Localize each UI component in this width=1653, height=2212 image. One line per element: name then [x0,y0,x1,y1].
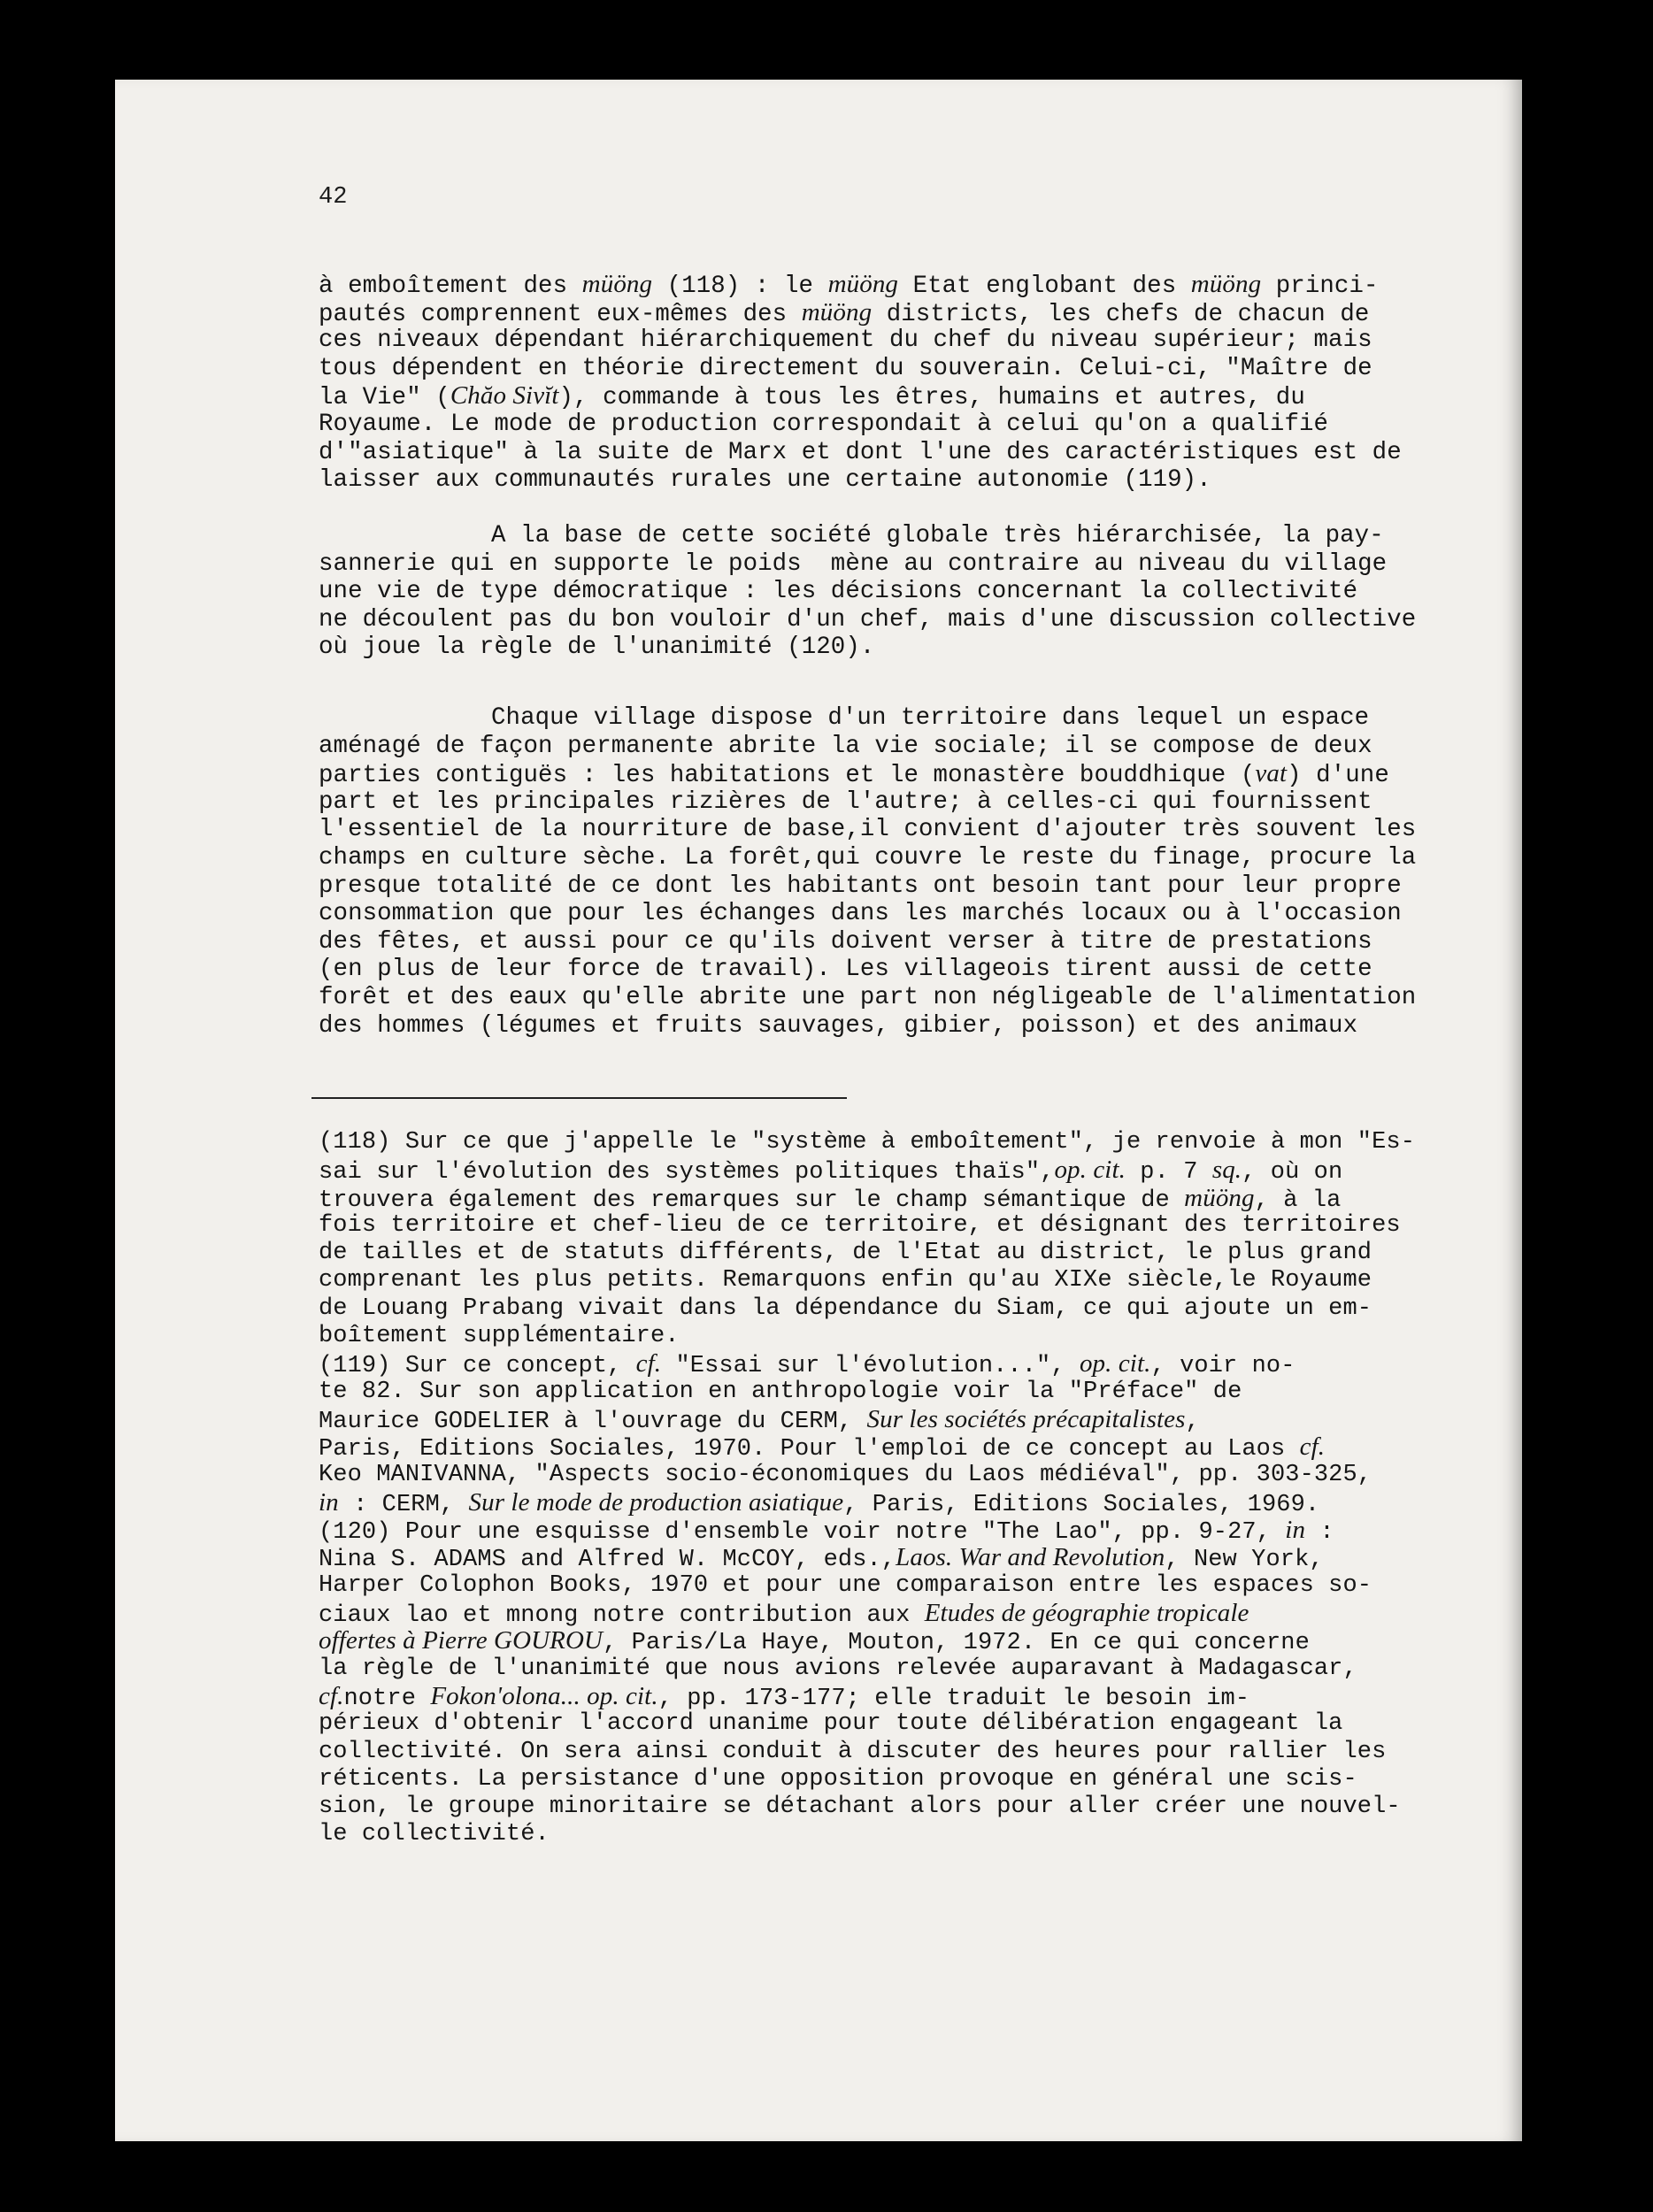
italic-text: Etudes de géographie tropicale [924,1599,1249,1628]
italic-text: cf. [1299,1432,1326,1462]
italic-text: in [319,1487,339,1517]
text-line: l'essentiel de la nourriture de base,il convient d'ajouter très souvent les [319,816,1417,844]
text-line: le collectivité. [319,1821,550,1848]
text-line: d'"asiatique" à la suite de Marx et dont l'une des caractéristiques est de [319,438,1402,466]
text-line: à emboîtement des müöng (118) : le müöng Etat englobant des müöng princi- [319,270,1379,300]
text-line: A la base de cette société globale très hiérarchisée, la pay- [491,522,1384,549]
text-line: fois territoire et chef-lieu de ce territoire, et désignant des territoires [319,1211,1401,1239]
italic-text: müöng [1190,270,1262,298]
italic-text: op. cit. [1054,1156,1126,1185]
text-line: tous dépendent en théorie directement du souverain. Celui-ci, "Maître de [319,354,1372,382]
text-line: ces niveaux dépendant hiérarchiquement du chef du niveau supérieur; mais [319,326,1372,355]
text-line: Royaume. Le mode de production correspondait à celui qu'on a qualifié [319,410,1329,438]
italic-text: Fokon'olona... op. cit. [430,1681,658,1710]
italic-text: müöng [801,297,873,326]
text-line: une vie de type démocratique : les décisions concernant la collectivité [319,578,1358,606]
text-line: la règle de l'unanimité que nous avions relevée auparavant à Madagascar, [319,1655,1357,1682]
text-line: comprenant les plus petits. Remarquons enfin qu'au XIXe siècle,le Royaume [319,1267,1372,1294]
italic-text: sq. [1211,1156,1242,1185]
text-line: Nina S. ADAMS and Alfred W. McCOY, eds.,Laos. War and Revolution, New York, [319,1543,1324,1574]
text-line: parties contiguës : les habitations et le monastère bouddhique (vat) d'une [319,759,1389,790]
text-line: laisser aux communautés rurales une certaine autonomie (119). [319,466,1211,495]
text-line: des fêtes, et aussi pour ce qu'ils doivent verser à titre de prestations [319,927,1372,956]
text-line: (119) Sur ce concept, cf. "Essai sur l'évolution...", op. cit., voir no- [319,1349,1295,1380]
text-line: offertes à Pierre GOUROU, Paris/La Haye, Mouton, 1972. En ce qui concerne [319,1626,1310,1657]
text-line: Harper Colophon Books, 1970 et pour une comparaison entre les espaces so- [319,1571,1372,1599]
italic-text: müöng [1184,1183,1255,1212]
text-line: trouvera également des remarques sur le champ sémantique de müöng, à la [319,1183,1342,1214]
text-line: sai sur l'évolution des systèmes politiques thaïs",op. cit. p. 7 sq., où on [319,1156,1343,1187]
italic-text: in [1285,1516,1306,1545]
text-line: ciaux lao et mnong notre contribution aux Etudes de géographie tropicale [319,1599,1249,1630]
italic-text: offertes à Pierre GOUROU [319,1626,604,1655]
italic-text: Chăo Sivĭt [450,381,559,411]
text-line: Chaque village dispose d'un territoire dans lequel un espace [491,704,1370,732]
footnote-separator [311,1097,847,1099]
text-line: consommation que pour les échanges dans les marchés locaux ou à l'occasion [319,900,1402,928]
text-line: la Vie" (Chăo Sivĭt), commande à tous les êtres, humains et autres, du [319,381,1305,412]
text-line: forêt et des eaux qu'elle abrite une part non négligeable de l'alimentation [319,983,1417,1011]
italic-text: cf. [319,1681,344,1710]
paragraph-2 [319,522,1417,662]
text-line: des hommes (légumes et fruits sauvages, gibier, poisson) et des animaux [319,1011,1358,1040]
text-line: sion, le groupe minoritaire se détachant alors pour aller créer une nouvel- [319,1793,1401,1821]
text-line: où joue la règle de l'unanimité (120). [319,634,875,662]
italic-text: müöng [827,270,899,298]
text-line: ne découlent pas du bon vouloir d'un chef, mais d'une discussion collective [319,605,1417,634]
text-line: in : CERM, Sur le mode de production asiatique, Paris, Editions Sociales, 1969. [319,1487,1320,1518]
page-number: 42 [319,184,348,211]
italic-text: cf. [635,1349,662,1379]
text-line: réticents. La persistance d'une opposition provoque en général une scis- [319,1765,1357,1793]
italic-text: op. cit. [1079,1349,1151,1379]
text-line: boîtement supplémentaire. [319,1323,680,1350]
text-line: périeux d'obtenir l'accord unanime pour toute délibération engageant la [319,1710,1343,1738]
paragraph-3 [319,704,1417,1040]
text-line: part et les principales rizières de l'autre; à celles-ci qui fournissent [319,787,1372,816]
italic-text: müöng [581,270,653,298]
text-line: aménagé de façon permanente abrite la vie sociale; il se compose de deux [319,732,1372,760]
italic-text: vat [1255,759,1288,788]
italic-text: Laos. War and Revolution [896,1543,1165,1572]
text-line: champs en culture sèche. La forêt,qui couvre le reste du finage, procure la [319,843,1417,872]
text-line: de tailles et de statuts différents, de l'Etat au district, le plus grand [319,1240,1372,1267]
text-line: presque totalité de ce dont les habitants ont besoin tant pour leur propre [319,872,1402,900]
text-line: Paris, Editions Sociales, 1970. Pour l'emploi de ce concept au Laos cf. [319,1432,1326,1463]
paragraph-1 [319,270,1402,495]
footnotes [319,1129,1415,1849]
text-line: de Louang Prabang vivait dans la dépendance du Siam, ce qui ajoute un em- [319,1294,1372,1322]
text-line: Maurice GODELIER à l'ouvrage du CERM, Sur les sociétés précapitalistes, [319,1404,1200,1435]
text-line: cf.notre Fokon'olona... op. cit., pp. 173-177; elle traduit le besoin im- [319,1681,1250,1712]
text-line: (118) Sur ce que j'appelle le "système à emboîtement", je renvoie à mon "Es- [319,1129,1415,1156]
text-line: pautés comprennent eux-mêmes des müöng districts, les chefs de chacun de [319,297,1370,328]
text-line: te 82. Sur son application en anthropologie voir la "Préface" de [319,1378,1242,1405]
italic-text: Sur le mode de production asiatique [468,1487,844,1517]
text-line: Keo MANIVANNA, "Aspects socio-économiques du Laos médiéval", pp. 303-325, [319,1461,1372,1488]
italic-text: Sur les sociétés précapitalistes [866,1404,1186,1433]
text-line: (120) Pour une esquisse d'ensemble voir notre "The Lao", pp. 9-27, in : [319,1516,1334,1547]
text-line: (en plus de leur force de travail). Les villageois tirent aussi de cette [319,956,1372,984]
text-line: collectivité. On sera ainsi conduit à discuter des heures pour rallier les [319,1738,1387,1765]
text-line: sannerie qui en supporte le poids mène au contraire au niveau du village [319,549,1388,578]
